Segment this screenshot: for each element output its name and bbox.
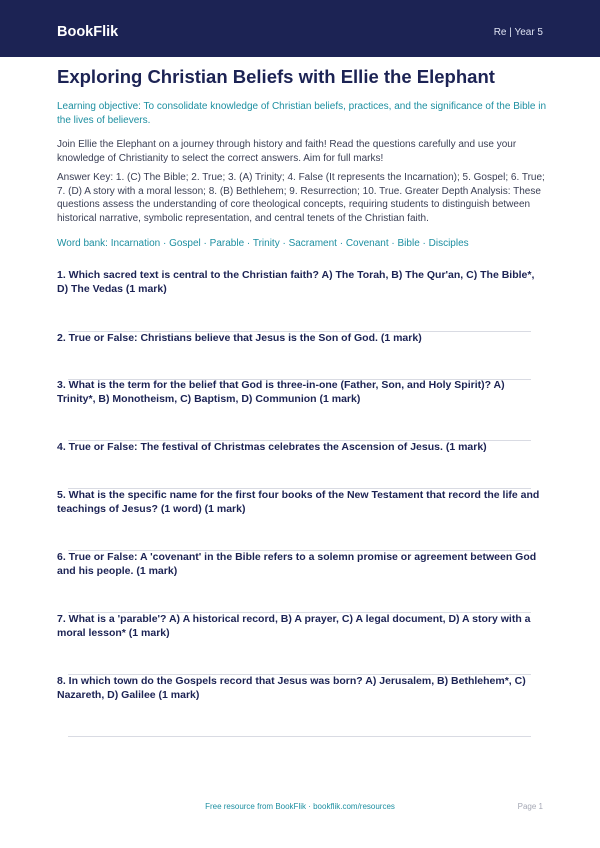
intro-text: Join Ellie the Elephant on a journey through history and faith! Read the questions carefully and use your knowledge of Christianity to select the correct answers. Aim for full marks! [57,139,517,164]
question-8: 8. In which town do the Gospels record that Jesus was born? A) Jerusalem, B) Bethlehem*, C) Nazareth, D) Galilee (1 mark) [57,675,526,701]
subject-year-label: Re | Year 5 [493,27,543,38]
question-4: 4. True or False: The festival of Christmas celebrates the Ascension of Jesus. (1 mark) [57,441,487,453]
learning-objective: Learning objective: To consolidate knowledge of Christian beliefs, practices, and the significance of the Bible in the lives of believers. [57,101,546,126]
question-5: 5. What is the specific name for the first four books of the New Testament that record the life and teachings of Jesus? (1 word) (1 mark) [57,489,540,515]
answer-key: Answer Key: 1. (C) The Bible; 2. True; 3. (A) Trinity; 4. False (It represents the Incarnation); 5. Gospel; 6. True; 7. (D) A story with a moral lesson; 8. (B) Bethlehem; 9. Resurrection; 10. True. Greater Depth Analysis: These questions assess the understanding of core theological concepts, requiring students to distinguish between historical narrative, symbolic representation, and central tenets of the Christian faith. [57,172,545,224]
question-1: 1. Which sacred text is central to the Christian faith? A) The Torah, B) The Qur'an, C) The Bible*, D) The Vedas (1 mark) [57,269,535,295]
question-3: 3. What is the term for the belief that God is three-in-one (Father, Son, and Holy Spirit)? A) Trinity*, B) Monotheism, C) Baptism, D) Communion (1 mark) [57,379,505,405]
page-number: Page 1 [517,802,543,811]
question-2: 2. True or False: Christians believe that Jesus is the Son of God. (1 mark) [57,332,422,344]
brand-logo[interactable]: BookFlik [57,24,119,40]
footer-link[interactable]: Free resource from BookFlik · bookflik.com/resources [205,802,395,811]
word-bank: Word bank: Incarnation · Gospel · Parable · Trinity · Sacrament · Covenant · Bible · Disciples [57,238,469,249]
answer-line-8[interactable] [68,736,531,737]
page-title: Exploring Christian Beliefs with Ellie the Elephant [57,66,495,87]
header-bar [0,0,600,57]
question-6: 6. True or False: A 'covenant' in the Bible refers to a solemn promise or agreement between God and his people. (1 mark) [57,551,537,577]
question-7: 7. What is a 'parable'? A) A historical record, B) A prayer, C) A legal document, D) A story with a moral lesson* (1 mark) [57,613,531,639]
